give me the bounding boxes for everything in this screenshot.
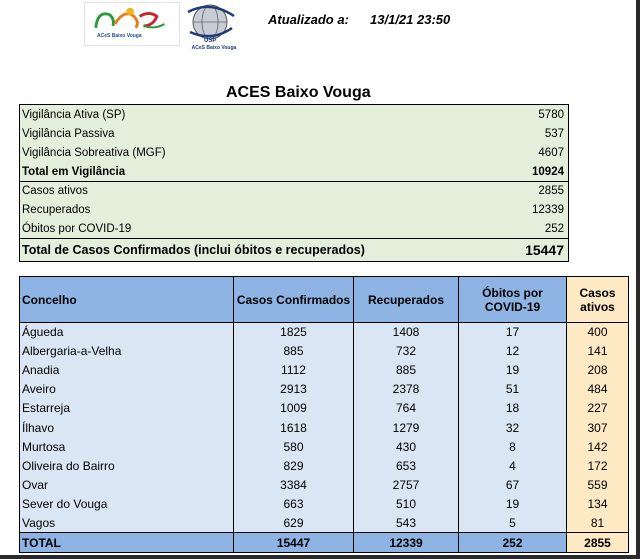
summary-row-total-confirmed [20,238,568,261]
summary-label: Recuperados [22,203,91,216]
table-total-row [20,533,629,553]
cell-total-label: TOTAL [20,533,234,553]
summary-label: Vigilância Ativa (SP) [22,108,126,121]
cell-deaths: 18 [459,399,567,418]
cell-active: 484 [567,380,629,399]
cell-active: 307 [567,418,629,437]
cell-recovered: 2378 [354,380,459,399]
cell-deaths: 19 [459,494,567,513]
cell-municipality: Estarreja [20,399,234,418]
summary-value: 537 [544,127,564,140]
municipality-table [19,276,629,553]
surveillance-summary [19,104,569,262]
table-row [20,418,629,437]
col-header-confirmed: Casos Confirmados [234,277,354,323]
table-row [20,380,629,399]
summary-row [20,181,568,200]
cell-confirmed: 1112 [234,361,354,380]
summary-label: Total de Casos Confirmados (inclui óbitos e recuperados) [22,243,365,257]
table-row [20,323,629,342]
cell-active: 400 [567,323,629,342]
cell-total-recovered: 12339 [354,533,459,553]
col-header-municipality: Concelho [20,277,234,323]
cell-confirmed: 580 [234,437,354,456]
table-row [20,361,629,380]
cell-active: 227 [567,399,629,418]
cell-deaths: 17 [459,323,567,342]
cell-confirmed: 885 [234,342,354,361]
cell-active: 142 [567,437,629,456]
col-header-active-line2: ativos [580,299,615,314]
cell-active: 134 [567,494,629,513]
cell-municipality: Ovar [20,475,234,494]
cell-municipality: Vagos [20,513,234,532]
aces-logo [84,2,180,46]
cell-deaths: 51 [459,380,567,399]
cell-municipality: Albergaria-a-Velha [20,342,234,361]
updated-timestamp: 13/1/21 23:50 [370,12,451,27]
cell-municipality: Murtosa [20,437,234,456]
aces-logo-text: ACeS Baixo Vouga [97,33,142,39]
summary-label: Casos ativos [22,185,88,197]
summary-label: Óbitos por COVID-19 [22,222,132,235]
cell-confirmed: 1618 [234,418,354,437]
cell-confirmed: 1825 [234,323,354,342]
cell-confirmed: 3384 [234,475,354,494]
cell-recovered: 543 [354,513,459,532]
cell-active: 81 [567,513,629,532]
cell-municipality: Aveiro [20,380,234,399]
window-frame-bottom [0,555,640,559]
col-header-deaths-line1: Óbitos por [482,285,543,300]
usp-logo-text: ACeS Baixo Vouga [191,45,237,51]
table-row [20,494,629,513]
table-row [20,513,629,532]
cell-municipality: Águeda [20,323,234,342]
col-header-deaths-line2: COVID-19 [484,299,541,314]
cell-municipality: Oliveira do Bairro [20,456,234,475]
cell-deaths: 8 [459,437,567,456]
cell-total-confirmed: 15447 [234,533,354,553]
cell-confirmed: 2913 [234,380,354,399]
cell-deaths: 32 [459,418,567,437]
usp-logo [182,2,242,52]
summary-value: 2855 [538,185,564,197]
cell-total-deaths: 252 [459,533,567,553]
col-header-recovered: Recuperados [354,277,459,323]
cell-recovered: 510 [354,494,459,513]
cell-recovered: 764 [354,399,459,418]
cell-deaths: 5 [459,513,567,532]
updated-label: Atualizado a: [268,12,349,27]
table-row [20,342,629,361]
summary-row [20,105,568,124]
summary-row [20,124,568,143]
page-title: ACES Baixo Vouga [226,84,371,101]
table-row [20,456,629,475]
cell-municipality: Sever do Vouga [20,494,234,513]
cell-deaths: 67 [459,475,567,494]
col-header-deaths [459,277,567,323]
table-row [20,475,629,494]
cell-confirmed: 829 [234,456,354,475]
summary-value: 4607 [538,146,564,159]
cell-recovered: 430 [354,437,459,456]
cell-deaths: 4 [459,456,567,475]
table-row [20,437,629,456]
cell-municipality: Ílhavo [20,418,234,437]
cell-recovered: 885 [354,361,459,380]
summary-row [20,200,568,219]
cell-active: 172 [567,456,629,475]
summary-value: 12339 [532,203,564,216]
cell-recovered: 1408 [354,323,459,342]
cell-recovered: 1279 [354,418,459,437]
cell-active: 208 [567,361,629,380]
cell-deaths: 12 [459,342,567,361]
cell-recovered: 2757 [354,475,459,494]
cell-deaths: 19 [459,361,567,380]
summary-row [20,219,568,238]
cell-confirmed: 1009 [234,399,354,418]
summary-value: 10924 [532,165,564,178]
window-frame-right [636,0,640,559]
usp-logo-top: USP [204,38,217,44]
col-header-active-line1: Casos [579,285,616,300]
cell-total-active: 2855 [567,533,629,553]
summary-value: 5780 [538,108,564,121]
summary-row-total-surveillance [20,162,568,181]
summary-value: 15447 [525,242,564,258]
summary-row [20,143,568,162]
summary-value: 252 [544,222,564,235]
cell-confirmed: 663 [234,494,354,513]
cell-confirmed: 629 [234,513,354,532]
cell-recovered: 653 [354,456,459,475]
cell-municipality: Anadia [20,361,234,380]
cell-active: 141 [567,342,629,361]
summary-label: Vigilância Passiva [22,127,115,140]
summary-label: Vigilância Sobreativa (MGF) [22,146,166,159]
cell-active: 559 [567,475,629,494]
table-header-row [20,277,629,323]
cell-recovered: 732 [354,342,459,361]
table-row [20,399,629,418]
summary-label: Total em Vigilância [22,165,126,178]
col-header-active [567,277,629,323]
